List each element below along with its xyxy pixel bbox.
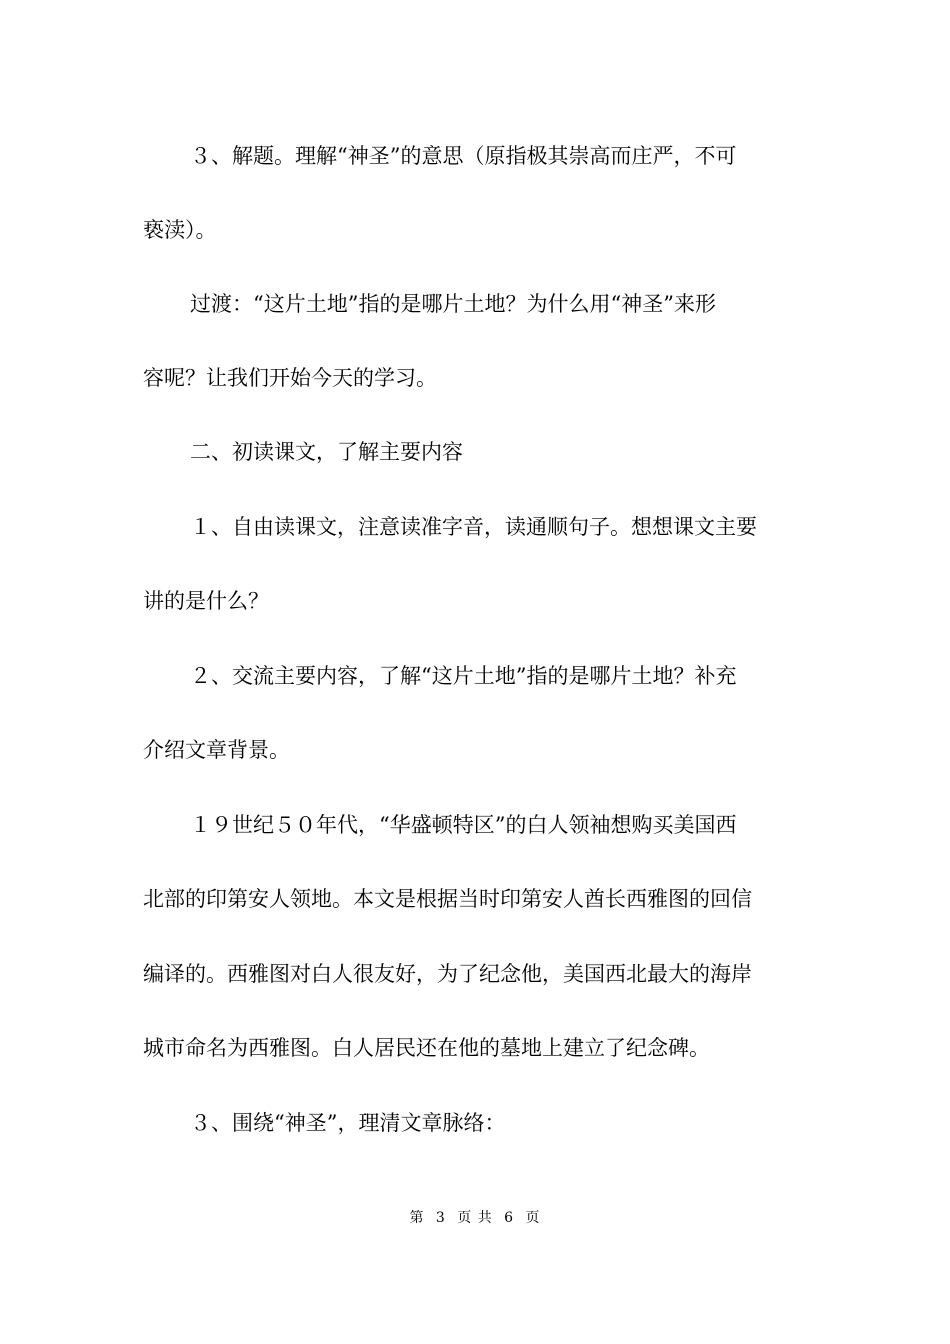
paragraph-line: 讲的是什么？ bbox=[143, 589, 269, 613]
current-page-number: 3 bbox=[435, 1210, 446, 1226]
paragraph-line: 编译的。西雅图对白人很友好，为了纪念他，美国西北最大的海岸 bbox=[143, 962, 752, 986]
paragraph-line: １、自由读课文，注意读准字音，读通顺句子。想想课文主要 bbox=[190, 515, 757, 539]
footer-suffix: 页 bbox=[525, 1210, 541, 1226]
paragraph-line: 介绍文章背景。 bbox=[143, 738, 290, 762]
paragraph-line: ３、解题。理解“神圣”的意思（原指极其崇高而庄严，不可 bbox=[190, 144, 737, 168]
paragraph-line: 北部的印第安人领地。本文是根据当时印第安人酋长西雅图的回信 bbox=[143, 887, 752, 911]
paragraph-line: ２、交流主要内容，了解“这片土地”指的是哪片土地？补充 bbox=[190, 664, 737, 688]
paragraph-line: １９世纪５０年代，“华盛顿特区”的白人领袖想购买美国西 bbox=[190, 813, 737, 837]
paragraph-line: ３、围绕“神圣”，理清文章脉络： bbox=[190, 1111, 506, 1135]
paragraph-line: 容呢？让我们开始今天的学习。 bbox=[143, 366, 437, 390]
footer-middle: 页 共 bbox=[457, 1210, 493, 1226]
total-page-count: 6 bbox=[504, 1210, 515, 1226]
paragraph-line: 亵渎）。 bbox=[143, 218, 217, 242]
paragraph-line: 过渡：“这片土地”指的是哪片土地？为什么用“神圣”来形 bbox=[190, 292, 716, 316]
footer-prefix: 第 bbox=[409, 1210, 425, 1226]
page-footer bbox=[0, 1208, 950, 1228]
paragraph-line: 城市命名为西雅图。白人居民还在他的墓地上建立了纪念碑。 bbox=[143, 1036, 710, 1060]
section-heading: 二、初读课文，了解主要内容 bbox=[190, 440, 463, 464]
